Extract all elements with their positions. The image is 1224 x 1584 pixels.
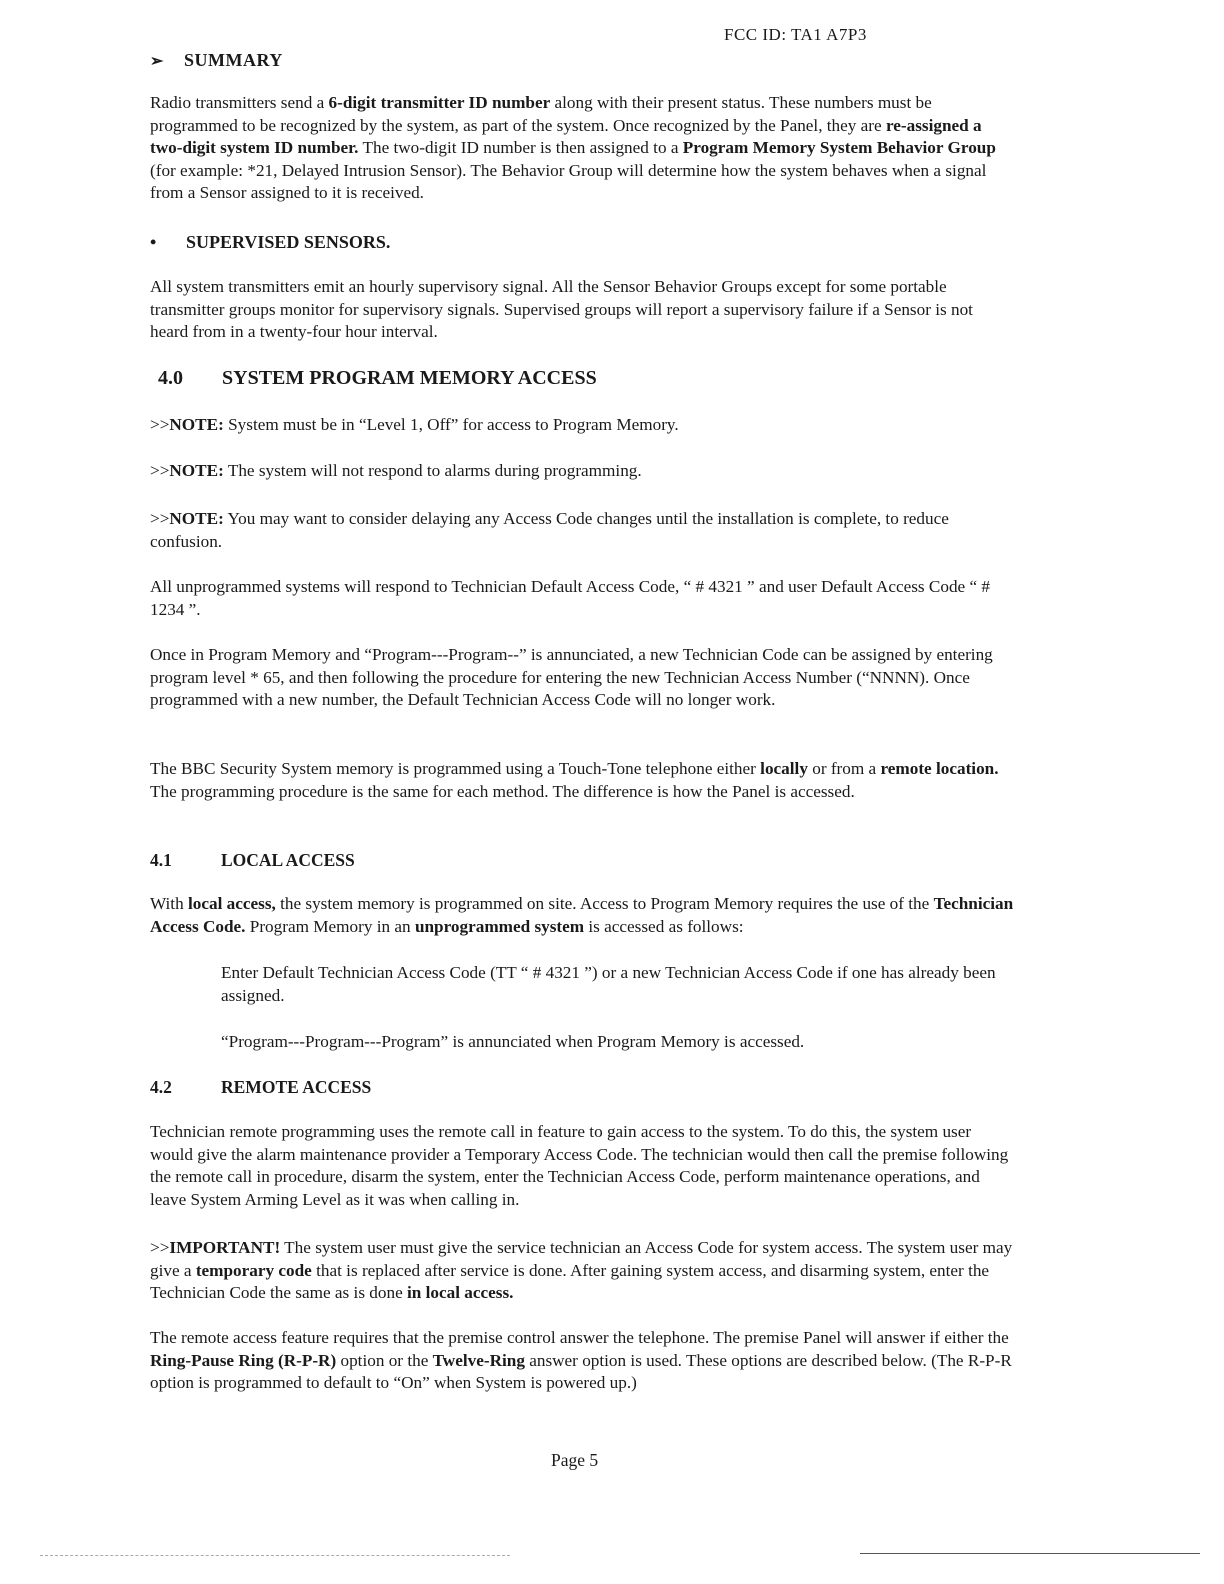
bold-text-run: NOTE: <box>169 461 224 480</box>
programming-method-paragraph <box>150 758 1015 803</box>
bold-text-run: Program Memory System Behavior Group <box>682 138 996 157</box>
text-run: All system transmitters emit an hourly supervisory signal. All the Sensor Behavior Groups except for some portable transmitter groups monitor for supervisory signals. Supervised groups will report a supervisory failure if a Sensor is not heard from in a twenty-four hour interval. <box>150 277 973 341</box>
bold-text-run: 6-digit transmitter ID number <box>328 93 551 112</box>
bold-text-run: temporary code <box>195 1260 312 1280</box>
bold-text-run: Technician Access Code. <box>150 894 1014 936</box>
text-run: “Program---Program---Program” is annunciated when Program Memory is accessed. <box>221 1032 805 1051</box>
section-number: 4.2 <box>150 1077 172 1097</box>
text-run: The system user must give the service technician an Access Code for system access. The system user may give a <box>150 1238 1013 1280</box>
text-run: >> <box>150 415 170 434</box>
scan-artifact-line-right <box>860 1553 1200 1554</box>
bold-text-run: NOTE: <box>169 509 224 528</box>
bold-text-run: unprogrammed system <box>414 916 585 936</box>
section-title: LOCAL ACCESS <box>221 850 355 870</box>
text-run: The programming procedure is the same for each method. The difference is how the Panel is accessed. <box>150 781 855 801</box>
summary-title: SUMMARY <box>184 50 283 70</box>
scan-artifact-line-left <box>40 1555 510 1556</box>
section-4-2-heading <box>150 1077 371 1098</box>
text-run: >> <box>150 509 170 528</box>
supervised-heading <box>150 232 390 253</box>
text-run: The system will not respond to alarms during programming. <box>223 461 642 480</box>
text-run: the system memory is programmed on site. Access to Program Memory requires the use of the <box>275 894 934 913</box>
bold-text-run: remote location. <box>880 759 999 778</box>
text-run: Radio transmitters send a <box>150 93 329 112</box>
text-run: along with their present status. These numbers must be programmed to be recognized by the system, as part of the system. Once recognized by the Panel, they are <box>150 93 932 135</box>
local-step-annunciated <box>221 1031 1011 1054</box>
text-run: >> <box>150 461 170 480</box>
default-codes-paragraph <box>150 576 1015 621</box>
text-run: (for example: *21, Delayed Intrusion Sensor). The Behavior Group will determine how the system behaves when a signal from a Sensor assigned to it is received. <box>150 160 987 202</box>
arrow-bullet-icon: ➢ <box>150 53 164 70</box>
text-run: that is replaced after service is done. After gaining system access, and disarming system, enter the Technician Code the same as is done <box>150 1260 990 1302</box>
note-delay-codes <box>150 508 1015 553</box>
text-run: >> <box>150 1238 170 1257</box>
remote-access-paragraph <box>150 1121 1015 1211</box>
supervised-paragraph <box>150 276 1015 344</box>
supervised-title: SUPERVISED SENSORS. <box>186 232 391 252</box>
section-number: 4.0 <box>158 367 183 389</box>
local-access-paragraph <box>150 893 1015 938</box>
bold-text-run: in local access. <box>407 1283 514 1302</box>
bold-text-run: NOTE: <box>169 415 224 434</box>
bold-text-run: local access, <box>187 894 276 913</box>
local-step-enter-code <box>221 962 1011 1007</box>
text-run: or from a <box>807 759 881 778</box>
note-no-alarms <box>150 460 1015 483</box>
bullet-icon: • <box>150 232 157 252</box>
bold-text-run: re-assigned a two-digit system ID number. <box>150 115 982 157</box>
text-run: The two-digit ID number is then assigned to a <box>358 138 683 157</box>
section-title: REMOTE ACCESS <box>221 1077 372 1097</box>
text-run: option or the <box>336 1350 433 1370</box>
text-run: You may want to consider delaying any Access Code changes until the installation is complete, to reduce confusion. <box>150 509 949 551</box>
text-run: Enter Default Technician Access Code (TT “ # 4321 ”) or a new Technician Access Code if one has already been assigned. <box>221 963 996 1005</box>
text-run: With <box>150 894 188 913</box>
text-run: is accessed as follows: <box>584 916 744 936</box>
section-4-0-heading <box>158 367 597 390</box>
summary-heading <box>150 50 283 71</box>
text-run: Technician remote programming uses the remote call in feature to gain access to the system. To do this, the system user would give the alarm maintenance provider a Temporary Access Code. The technician would then call the premise following the remote call in procedure, disarm the system, enter the Technician Access Code, perform maintenance operations, and leave System Arming Level as it was when calling in. <box>150 1122 1009 1209</box>
fcc-id: FCC ID: TA1 A7P3 <box>724 25 867 44</box>
bold-text-run: Twelve-Ring <box>432 1350 525 1370</box>
important-paragraph <box>150 1237 1015 1305</box>
text-run: answer option is used. These options are described below. (The R-P-R option is programmed to default to “On” when System is powered up.) <box>150 1350 1012 1392</box>
text-run: All unprogrammed systems will respond to Technician Default Access Code, “ # 4321 ” and user Default Access Code “ # 1234 ”. <box>150 577 990 619</box>
text-run: The remote access feature requires that the premise control answer the telephone. The premise Panel will answer if either the <box>150 1328 1009 1347</box>
section-title: SYSTEM PROGRAM MEMORY ACCESS <box>222 367 597 389</box>
bold-text-run: Ring-Pause Ring (R-P-R) <box>150 1350 337 1370</box>
page-number: Page 5 <box>551 1450 599 1470</box>
text-run: Program Memory in an <box>245 916 415 936</box>
section-4-1-heading <box>150 850 355 871</box>
bold-text-run: locally <box>760 759 808 778</box>
remote-feature-paragraph <box>150 1327 1015 1395</box>
note-level-off <box>150 414 1015 437</box>
new-tech-code-paragraph <box>150 644 1015 712</box>
section-number: 4.1 <box>150 850 172 870</box>
bold-text-run: IMPORTANT! <box>169 1238 281 1257</box>
text-run: Once in Program Memory and “Program---Program--” is annunciated, a new Technician Code can be assigned by entering program level * 65, and then following the procedure for entering the new Technician Access Number (“NNNN). Once programmed with a new number, the Default Technician Access Code will no longer work. <box>150 645 993 709</box>
text-run: The BBC Security System memory is programmed using a Touch-Tone telephone either <box>150 759 761 778</box>
text-run: System must be in “Level 1, Off” for access to Program Memory. <box>223 415 679 434</box>
summary-paragraph <box>150 92 1015 205</box>
